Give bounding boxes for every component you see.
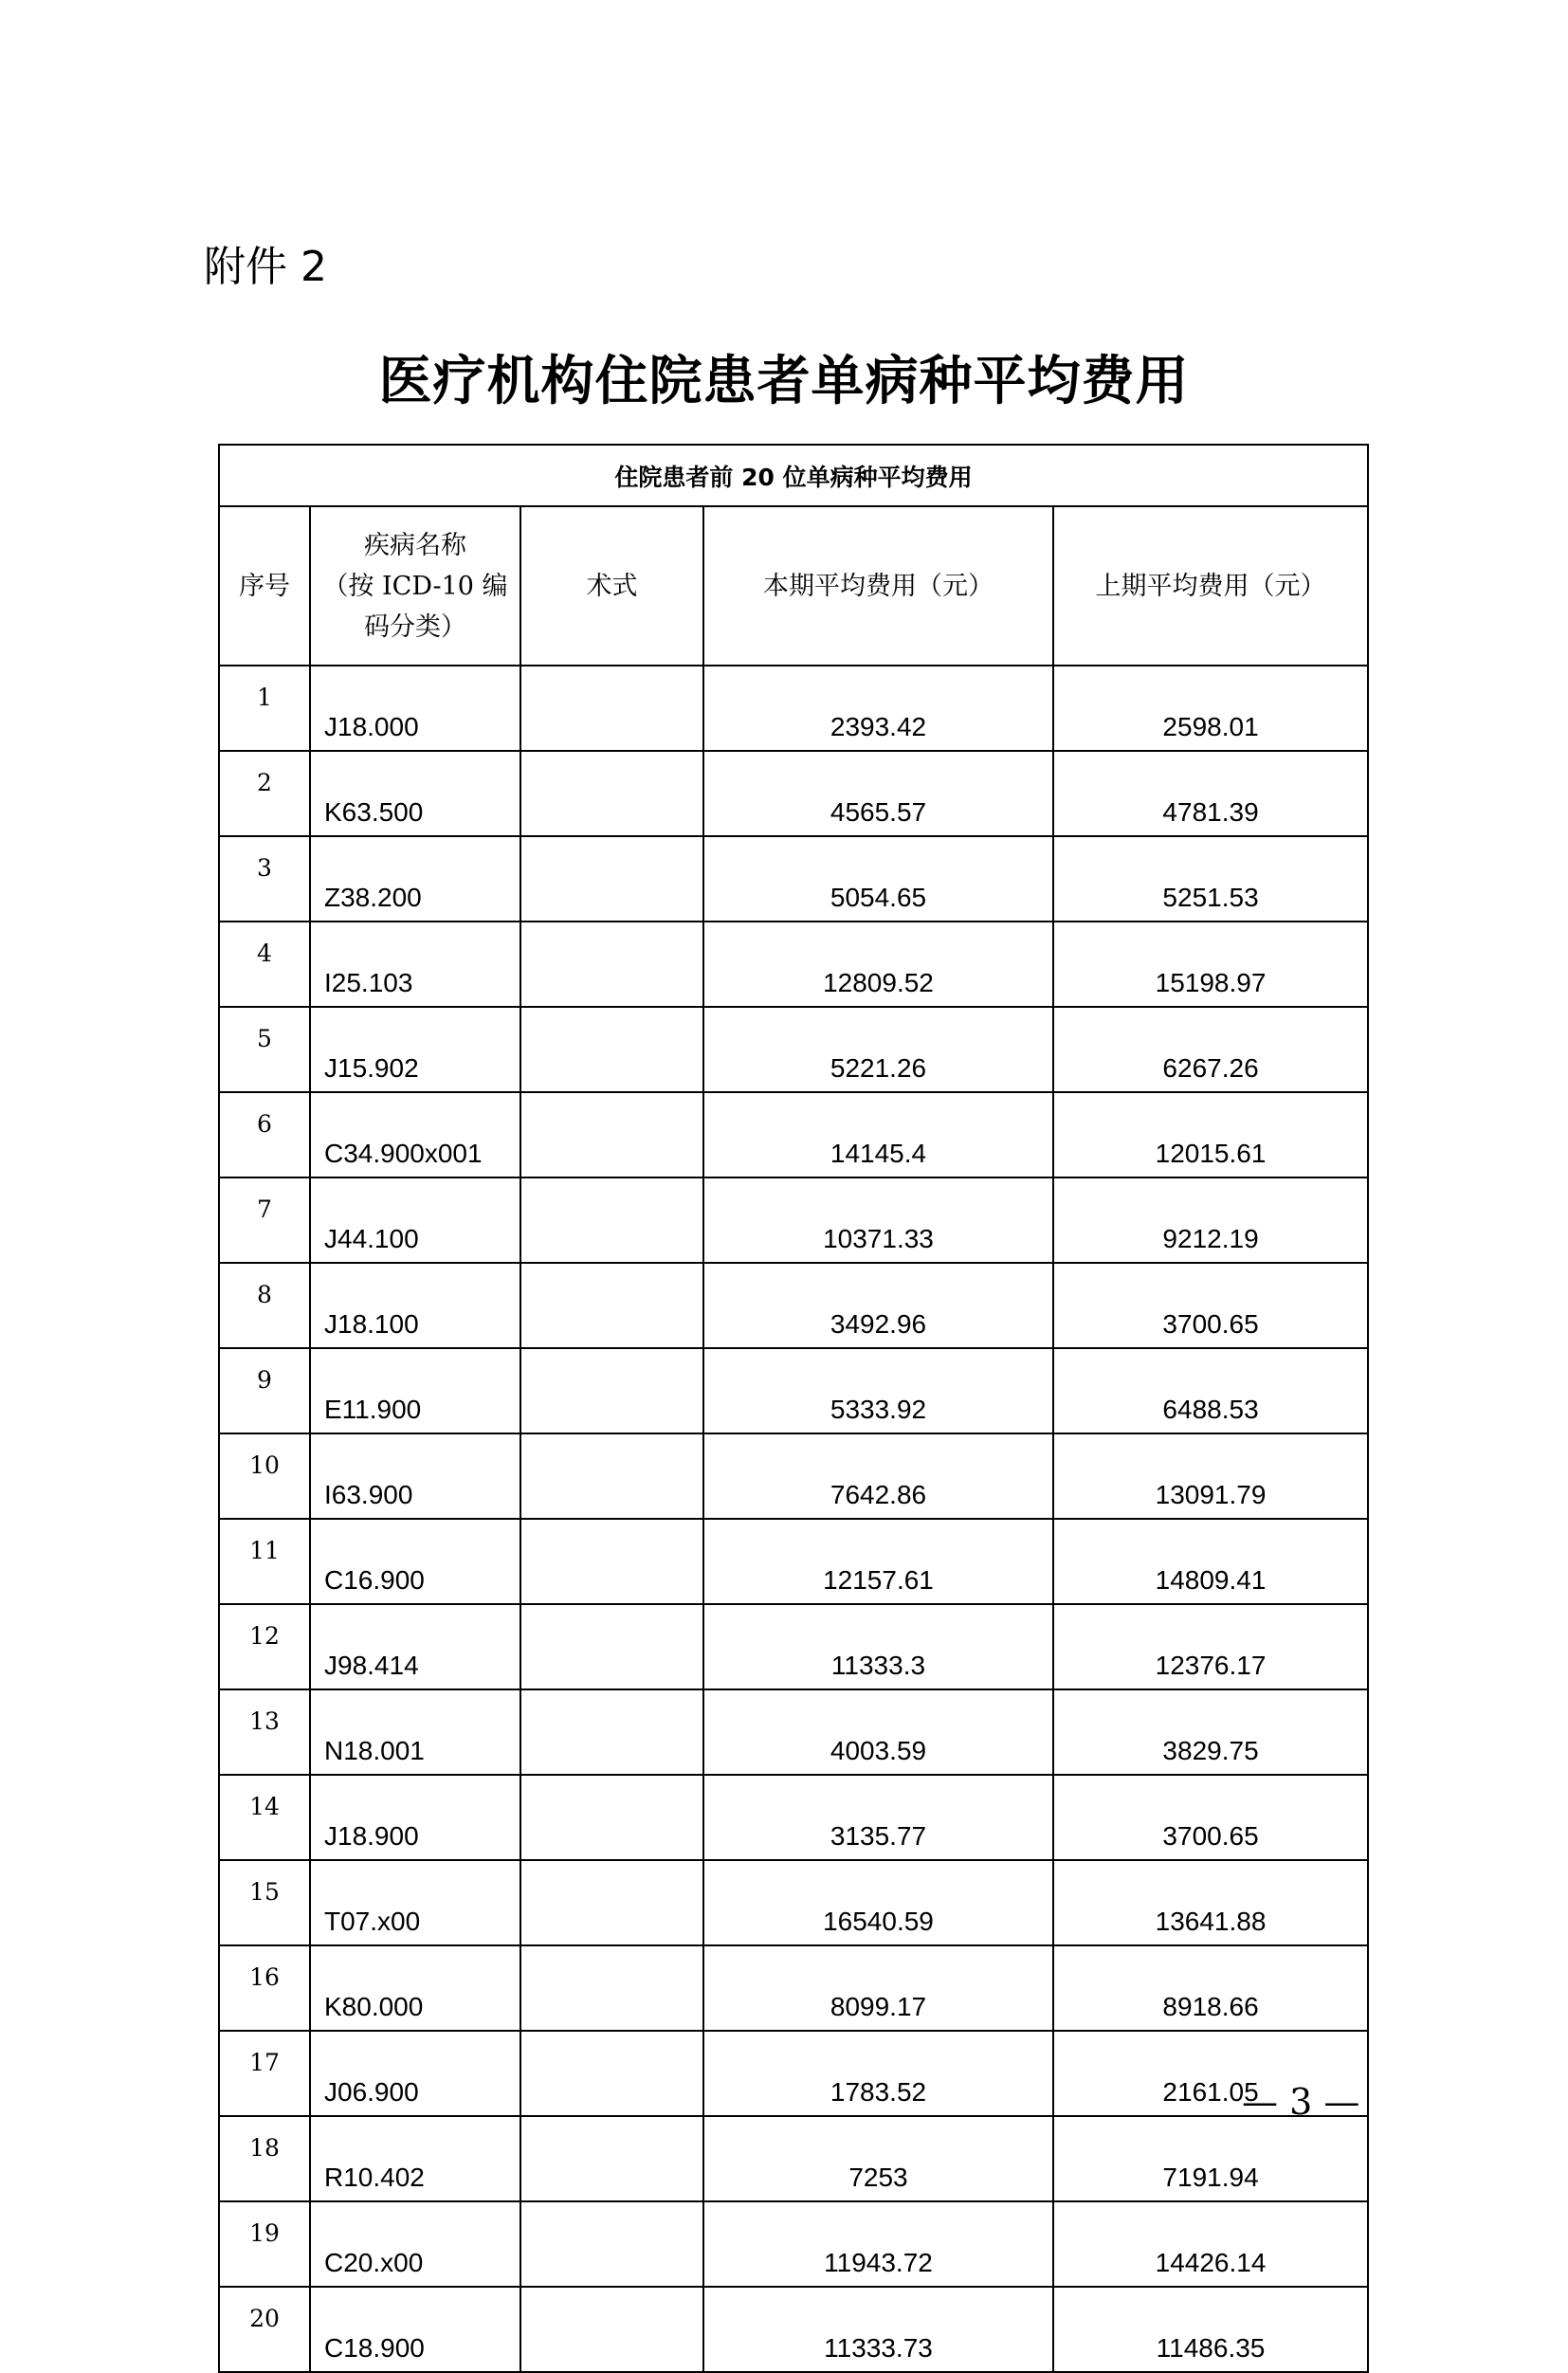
row-previous-average: 6267.26 bbox=[1053, 1007, 1368, 1092]
table-caption: 住院患者前 20 位单病种平均费用 bbox=[219, 445, 1368, 506]
row-previous-average: 14426.14 bbox=[1053, 2201, 1368, 2287]
table-row bbox=[219, 666, 1368, 751]
row-disease-code: K63.500 bbox=[310, 751, 520, 836]
header-previous-average: 上期平均费用（元） bbox=[1053, 506, 1368, 666]
table-row bbox=[219, 1007, 1368, 1092]
row-previous-average: 3829.75 bbox=[1053, 1689, 1368, 1775]
row-current-average: 2393.42 bbox=[703, 666, 1053, 751]
fee-table bbox=[218, 444, 1369, 2373]
row-disease-code: N18.001 bbox=[310, 1689, 520, 1775]
row-previous-average: 15198.97 bbox=[1053, 922, 1368, 1007]
row-seq: 4 bbox=[219, 922, 310, 1007]
table-row bbox=[219, 2116, 1368, 2201]
table-row bbox=[219, 1775, 1368, 1860]
row-current-average: 12809.52 bbox=[703, 922, 1053, 1007]
row-seq: 18 bbox=[219, 2116, 310, 2201]
row-seq: 12 bbox=[219, 1604, 310, 1689]
row-procedure bbox=[520, 1689, 703, 1775]
row-procedure bbox=[520, 1007, 703, 1092]
row-seq: 10 bbox=[219, 1433, 310, 1519]
row-current-average: 3135.77 bbox=[703, 1775, 1053, 1860]
table-row bbox=[219, 1604, 1368, 1689]
row-seq: 15 bbox=[219, 1860, 310, 1945]
row-previous-average: 12376.17 bbox=[1053, 1604, 1368, 1689]
row-procedure bbox=[520, 1433, 703, 1519]
row-seq: 1 bbox=[219, 666, 310, 751]
row-disease-code: J18.000 bbox=[310, 666, 520, 751]
header-disease-line1: 疾病名称 bbox=[364, 530, 466, 560]
row-current-average: 3492.96 bbox=[703, 1263, 1053, 1348]
row-current-average: 1783.52 bbox=[703, 2031, 1053, 2116]
row-disease-code: J44.100 bbox=[310, 1177, 520, 1263]
row-seq: 19 bbox=[219, 2201, 310, 2287]
row-seq: 9 bbox=[219, 1348, 310, 1433]
row-current-average: 7642.86 bbox=[703, 1433, 1053, 1519]
table-row bbox=[219, 1263, 1368, 1348]
table-row bbox=[219, 1177, 1368, 1263]
row-procedure bbox=[520, 666, 703, 751]
table-header-row bbox=[219, 506, 1368, 666]
row-disease-code: J18.100 bbox=[310, 1263, 520, 1348]
table-row bbox=[219, 2031, 1368, 2116]
row-procedure bbox=[520, 922, 703, 1007]
row-previous-average: 13641.88 bbox=[1053, 1860, 1368, 1945]
row-disease-code: T07.x00 bbox=[310, 1860, 520, 1945]
row-disease-code: Z38.200 bbox=[310, 836, 520, 922]
row-current-average: 16540.59 bbox=[703, 1860, 1053, 1945]
row-current-average: 10371.33 bbox=[703, 1177, 1053, 1263]
row-previous-average: 5251.53 bbox=[1053, 836, 1368, 922]
table-row bbox=[219, 1860, 1368, 1945]
table-row bbox=[219, 1689, 1368, 1775]
row-previous-average: 6488.53 bbox=[1053, 1348, 1368, 1433]
attachment-label: 附件 2 bbox=[204, 243, 327, 291]
row-procedure bbox=[520, 1775, 703, 1860]
row-previous-average: 2161.05 bbox=[1053, 2031, 1368, 2116]
fee-table-body bbox=[219, 445, 1368, 2372]
row-seq: 11 bbox=[219, 1519, 310, 1604]
row-current-average: 4565.57 bbox=[703, 751, 1053, 836]
row-procedure bbox=[520, 1945, 703, 2031]
row-seq: 3 bbox=[219, 836, 310, 922]
row-disease-code: J98.414 bbox=[310, 1604, 520, 1689]
row-current-average: 5221.26 bbox=[703, 1007, 1053, 1092]
row-previous-average: 8918.66 bbox=[1053, 1945, 1368, 2031]
table-row bbox=[219, 836, 1368, 922]
row-procedure bbox=[520, 1177, 703, 1263]
row-current-average: 7253 bbox=[703, 2116, 1053, 2201]
row-previous-average: 11486.35 bbox=[1053, 2287, 1368, 2372]
row-disease-code: I25.103 bbox=[310, 922, 520, 1007]
row-seq: 16 bbox=[219, 1945, 310, 2031]
table-row bbox=[219, 1519, 1368, 1604]
row-disease-code: J15.902 bbox=[310, 1007, 520, 1092]
header-current-average: 本期平均费用（元） bbox=[703, 506, 1053, 666]
row-current-average: 5333.92 bbox=[703, 1348, 1053, 1433]
row-current-average: 8099.17 bbox=[703, 1945, 1053, 2031]
row-seq: 17 bbox=[219, 2031, 310, 2116]
row-disease-code: R10.402 bbox=[310, 2116, 520, 2201]
row-disease-code: J18.900 bbox=[310, 1775, 520, 1860]
row-seq: 7 bbox=[219, 1177, 310, 1263]
row-seq: 6 bbox=[219, 1092, 310, 1177]
row-procedure bbox=[520, 1263, 703, 1348]
table-row bbox=[219, 2287, 1368, 2372]
header-disease-name bbox=[310, 506, 520, 666]
table-caption-row bbox=[219, 445, 1368, 506]
row-current-average: 11333.73 bbox=[703, 2287, 1053, 2372]
row-disease-code: C18.900 bbox=[310, 2287, 520, 2372]
row-procedure bbox=[520, 1604, 703, 1689]
row-disease-code: C34.900x001 bbox=[310, 1092, 520, 1177]
row-procedure bbox=[520, 2116, 703, 2201]
row-previous-average: 4781.39 bbox=[1053, 751, 1368, 836]
row-seq: 5 bbox=[219, 1007, 310, 1092]
row-current-average: 5054.65 bbox=[703, 836, 1053, 922]
row-seq: 20 bbox=[219, 2287, 310, 2372]
table-row bbox=[219, 751, 1368, 836]
page-number: — 3 — bbox=[1242, 2081, 1360, 2123]
row-current-average: 11943.72 bbox=[703, 2201, 1053, 2287]
row-disease-code: K80.000 bbox=[310, 1945, 520, 2031]
row-procedure bbox=[520, 2287, 703, 2372]
header-disease-line2: （按 ICD-10 编 bbox=[322, 571, 508, 601]
row-disease-code: E11.900 bbox=[310, 1348, 520, 1433]
row-procedure bbox=[520, 751, 703, 836]
row-disease-code: I63.900 bbox=[310, 1433, 520, 1519]
row-previous-average: 12015.61 bbox=[1053, 1092, 1368, 1177]
row-procedure bbox=[520, 1092, 703, 1177]
table-row bbox=[219, 1348, 1368, 1433]
row-procedure bbox=[520, 2031, 703, 2116]
row-disease-code: C20.x00 bbox=[310, 2201, 520, 2287]
row-current-average: 11333.3 bbox=[703, 1604, 1053, 1689]
table-row bbox=[219, 2201, 1368, 2287]
header-disease-line3: 码分类） bbox=[364, 612, 466, 642]
row-previous-average: 2598.01 bbox=[1053, 666, 1368, 751]
row-previous-average: 9212.19 bbox=[1053, 1177, 1368, 1263]
row-disease-code: C16.900 bbox=[310, 1519, 520, 1604]
row-current-average: 12157.61 bbox=[703, 1519, 1053, 1604]
row-procedure bbox=[520, 1348, 703, 1433]
row-procedure bbox=[520, 836, 703, 922]
table-row bbox=[219, 1945, 1368, 2031]
table-row bbox=[219, 1092, 1368, 1177]
row-previous-average: 7191.94 bbox=[1053, 2116, 1368, 2201]
row-seq: 2 bbox=[219, 751, 310, 836]
row-previous-average: 3700.65 bbox=[1053, 1263, 1368, 1348]
document-title: 医疗机构住院患者单病种平均费用 bbox=[378, 350, 1190, 412]
row-current-average: 4003.59 bbox=[703, 1689, 1053, 1775]
header-procedure: 术式 bbox=[520, 506, 703, 666]
row-previous-average: 13091.79 bbox=[1053, 1433, 1368, 1519]
row-procedure bbox=[520, 1860, 703, 1945]
row-seq: 8 bbox=[219, 1263, 310, 1348]
row-seq: 13 bbox=[219, 1689, 310, 1775]
table-row bbox=[219, 1433, 1368, 1519]
row-procedure bbox=[520, 1519, 703, 1604]
row-procedure bbox=[520, 2201, 703, 2287]
row-disease-code: J06.900 bbox=[310, 2031, 520, 2116]
header-seq: 序号 bbox=[219, 506, 310, 666]
table-row bbox=[219, 922, 1368, 1007]
row-previous-average: 14809.41 bbox=[1053, 1519, 1368, 1604]
row-previous-average: 3700.65 bbox=[1053, 1775, 1368, 1860]
row-seq: 14 bbox=[219, 1775, 310, 1860]
row-current-average: 14145.4 bbox=[703, 1092, 1053, 1177]
